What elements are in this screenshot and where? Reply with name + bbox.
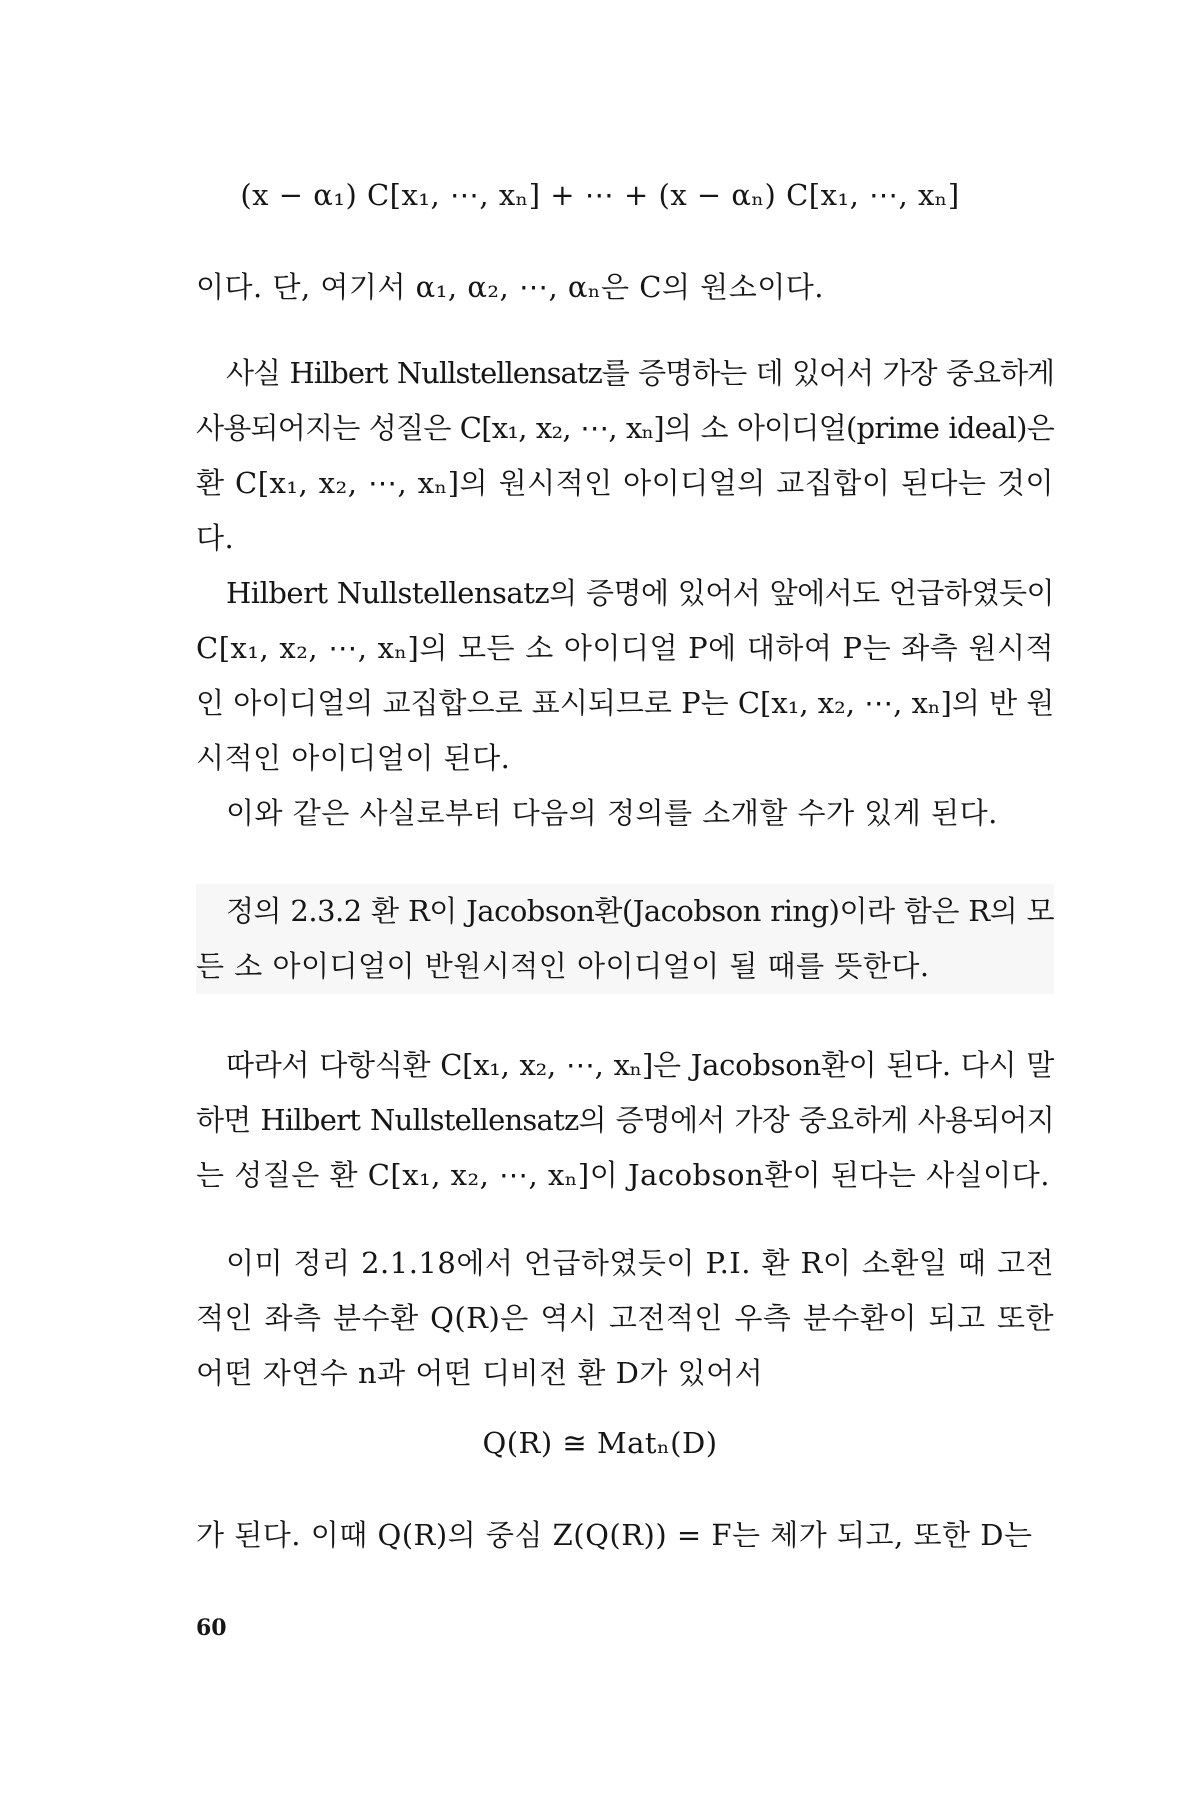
text-line: 적인 좌측 분수환 Q(R)은 역시 고전적인 우측 분수환이 되고 또한 (196, 1301, 1054, 1335)
text-line: 하면 Hilbert Nullstellensatz의 증명에서 가장 중요하게 사용되어지 (196, 1103, 1054, 1137)
text-line: 시적인 아이디얼이 된다. (196, 741, 511, 775)
text-line: 인 아이디얼의 교집합으로 표시되므로 P는 C[x₁, x₂, ⋯, xₙ]의 반 원 (196, 686, 1055, 720)
paragraph-pi-ring (196, 1236, 1054, 1401)
text-line: 이다. 단, 여기서 α₁, α₂, ⋯, αₙ은 C의 원소이다. (196, 270, 824, 304)
text-line: 이와 같은 사실로부터 다음의 정의를 소개할 수가 있게 된다. (226, 796, 998, 830)
equation-isomorphism: Q(R) ≅ Matₙ(D) (482, 1426, 718, 1460)
page-number: 60 (196, 1615, 227, 1641)
text-line: 환 C[x₁, x₂, ⋯, xₙ]의 원시적인 아이디얼의 교집합이 된다는 것이 (196, 466, 1054, 500)
paragraph-intro (196, 786, 1054, 841)
text-line: 이미 정리 2.1.18에서 언급하였듯이 P.I. 환 R이 소환일 때 고전 (226, 1246, 1054, 1280)
paragraph-hilbert (196, 346, 1054, 566)
paragraph-thus (196, 1038, 1054, 1203)
text-line: 는 성질은 환 C[x₁, x₂, ⋯, xₙ]이 Jacobson환이 된다는 사실이다. (196, 1158, 1050, 1192)
definition-jacobson-ring (196, 884, 1054, 994)
text-line: C[x₁, x₂, ⋯, xₙ]의 모든 소 아이디얼 P에 대하여 P는 좌측 원시적 (196, 631, 1054, 665)
text-line: 사용되어지는 성질은 C[x₁, x₂, ⋯, xₙ]의 소 아이디얼(prime ideal)은 (196, 411, 1054, 445)
text-line: 사실 Hilbert Nullstellensatz를 증명하는 데 있어서 가장 중요하게 (226, 356, 1054, 390)
equation-ideal-sum: (x − α₁) C[x₁, ⋯, xₙ] + ⋯ + (x − αₙ) C[x₁, ⋯, xₙ] (240, 178, 960, 212)
paragraph-where (196, 260, 1054, 315)
text-line: 든 소 아이디얼이 반원시적인 아이디얼이 될 때를 뜻한다. (196, 949, 930, 983)
text-line: 다. (196, 521, 235, 555)
text-line: 가 된다. 이때 Q(R)의 중심 Z(Q(R)) = F는 체가 되고, 또한 D는 (196, 1518, 1033, 1552)
text-line: 어떤 자연수 n과 어떤 디비전 환 D가 있어서 (196, 1356, 764, 1390)
paragraph-proof (196, 566, 1054, 786)
paragraph-last (196, 1508, 1054, 1563)
text-line: 따라서 다항식환 C[x₁, x₂, ⋯, xₙ]은 Jacobson환이 된다. 다시 말 (226, 1048, 1054, 1082)
text-line: Hilbert Nullstellensatz의 증명에 있어서 앞에서도 언급하였듯이 (226, 576, 1054, 610)
text-line: 정의 2.3.2 환 R이 Jacobson환(Jacobson ring)이라 함은 R의 모 (226, 894, 1054, 928)
